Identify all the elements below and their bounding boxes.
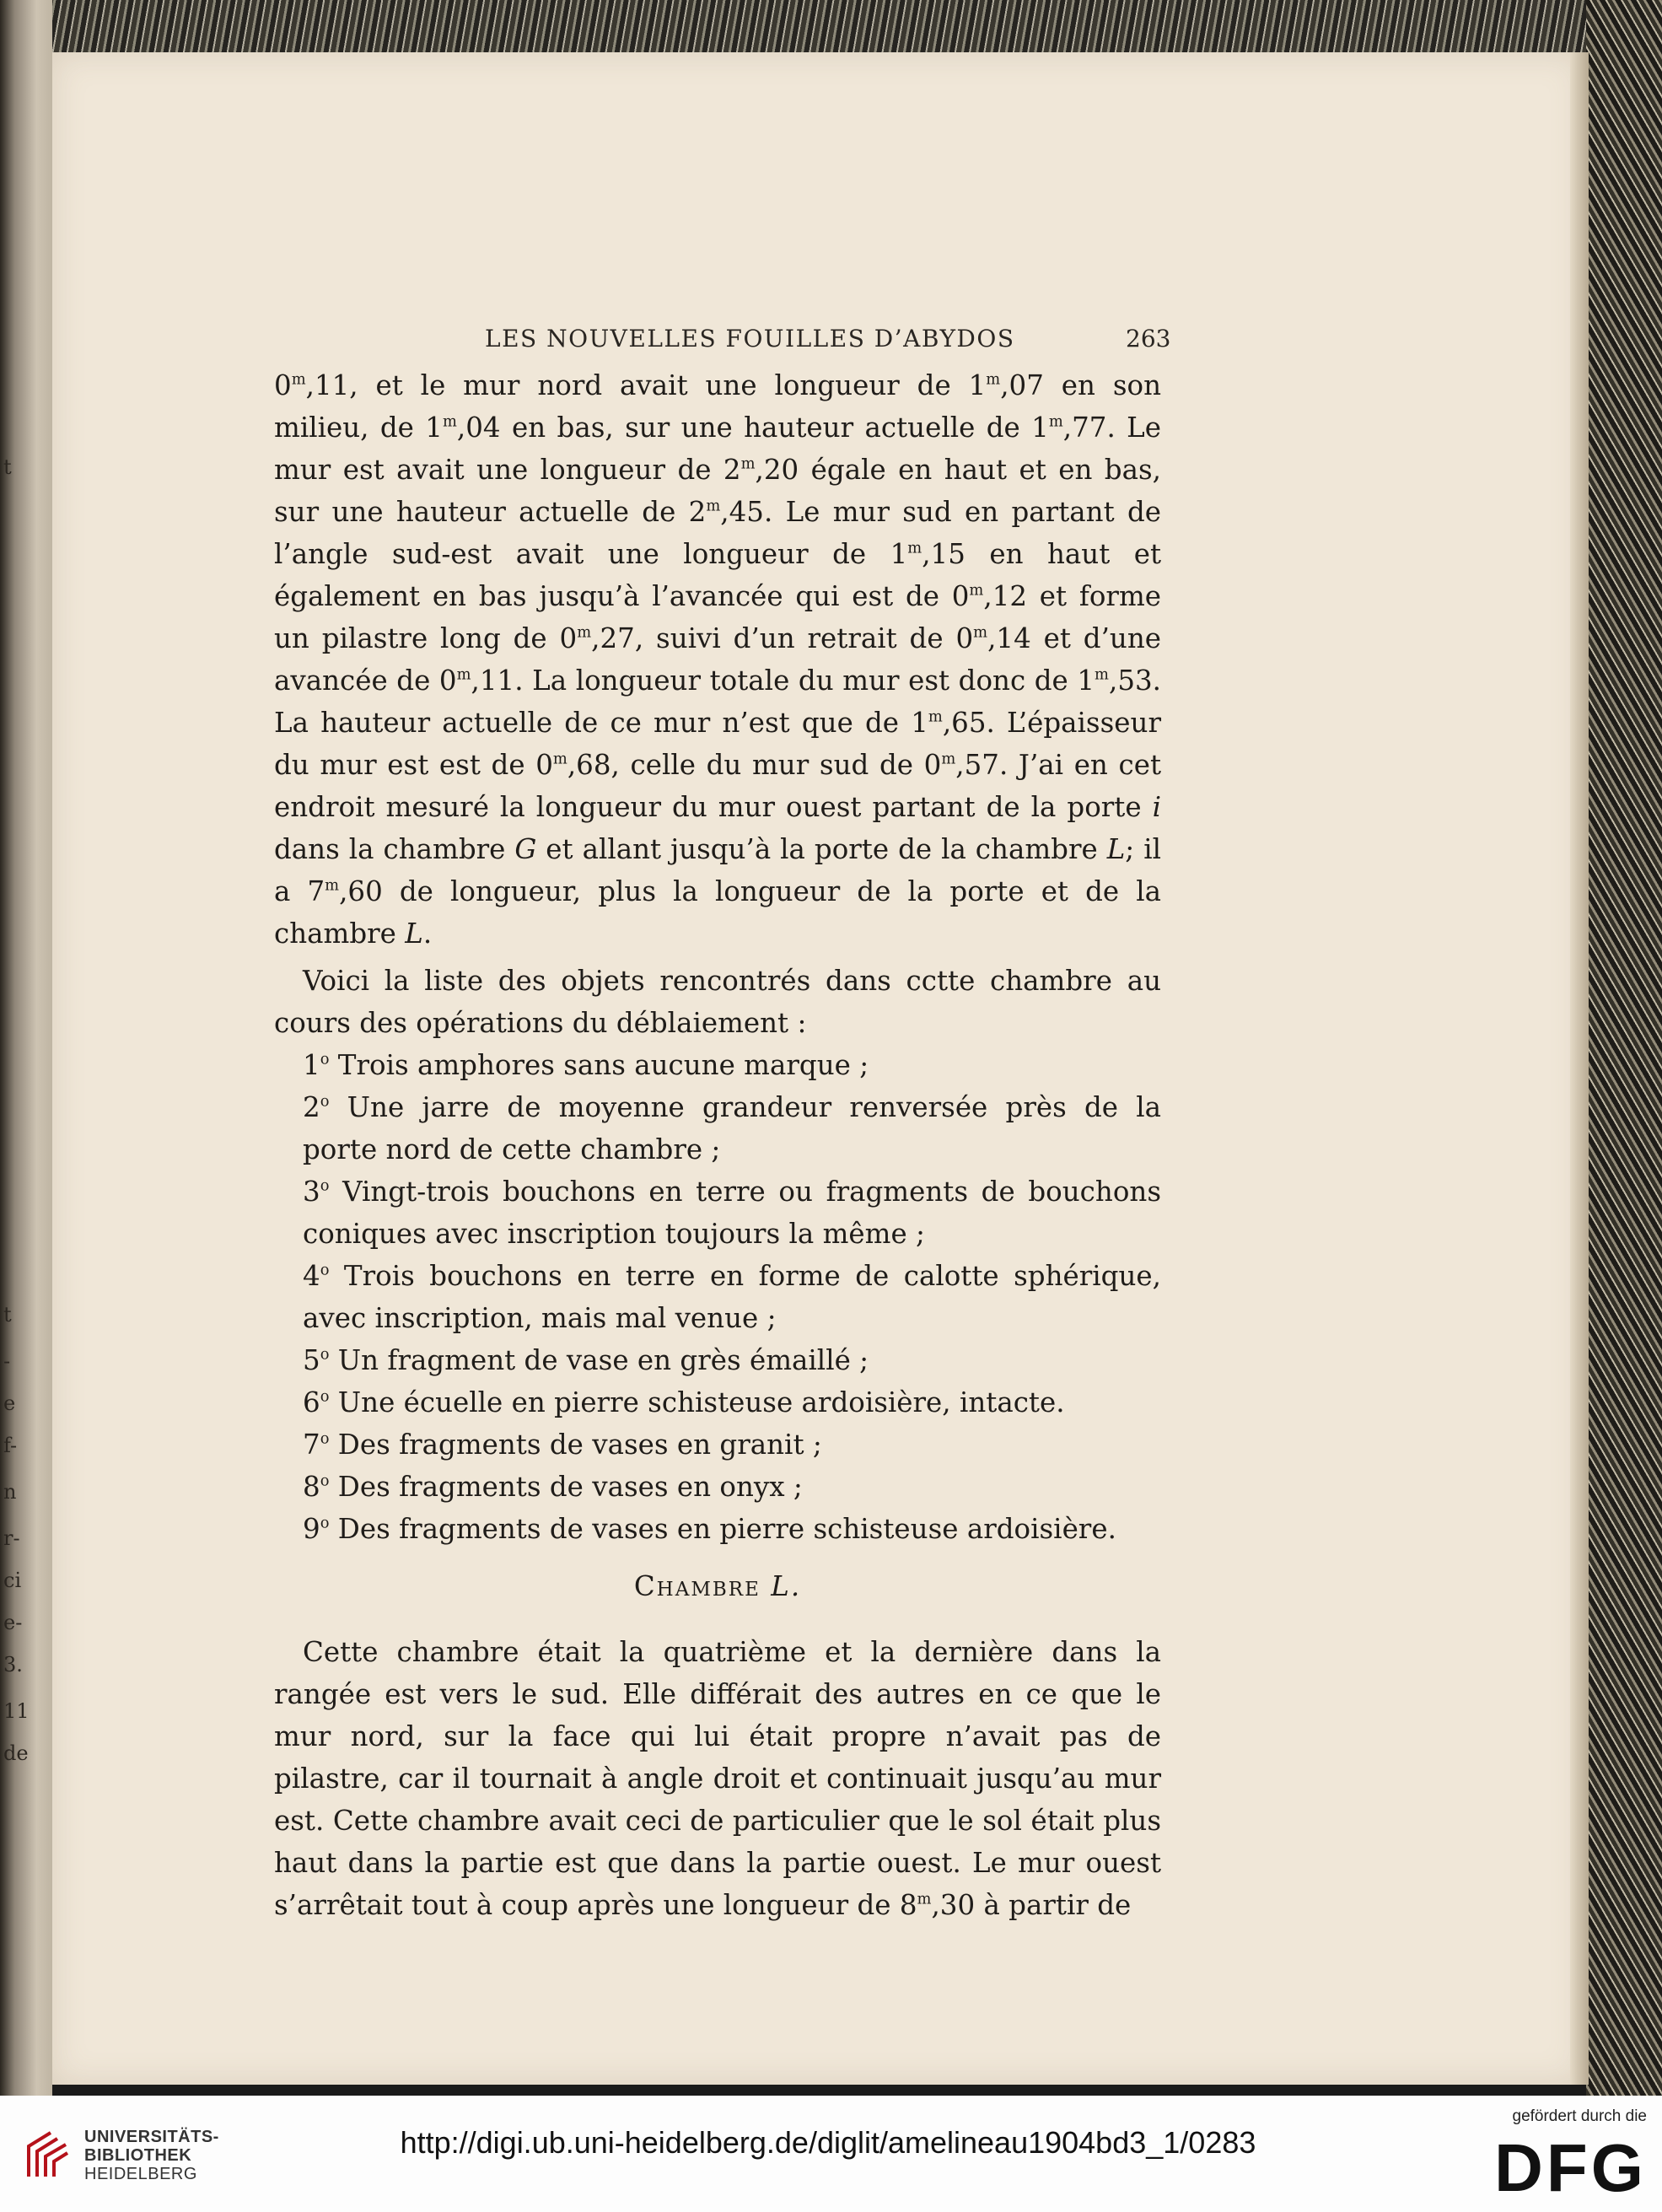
list-item <box>274 1424 1161 1466</box>
ordinal-marker: o <box>320 1050 330 1068</box>
margin-fragment: f- <box>3 1434 18 1457</box>
library-logo-icon <box>25 2129 71 2180</box>
unit-superscript: m <box>941 750 956 768</box>
text-run: ,07 en son milieu, de 1 <box>274 369 1161 444</box>
text-run: Cette chambre était la quatrième et la dernière dans la rangée est vers le sud. Elle différait des autres en ce que le mur nord, sur la face qui lui était propre n’avait pas de pilastre, car il tournait à angle droit et continuait jusqu’au mur est. Cette chambre avait ceci de particulier que le sol était plus haut dans la partie est que dans la partie ouest. Le mur ouest s’arrêtait tout à coup après une longueur de 8 <box>274 1636 1161 1921</box>
page-fore-edge <box>1570 52 1589 2085</box>
running-title: LES NOUVELLES FOUILLES D’ABYDOS <box>485 325 1015 353</box>
list-item <box>274 1086 1161 1171</box>
ordinal-marker: o <box>320 1472 330 1490</box>
ordinal-marker: o <box>320 1429 330 1448</box>
unit-superscript: m <box>907 539 922 557</box>
margin-fragment: e- <box>3 1611 23 1634</box>
unit-superscript: m <box>442 412 457 431</box>
list-number: 4 <box>303 1260 320 1292</box>
list-item <box>274 1255 1161 1339</box>
margin-fragment: de <box>3 1741 29 1765</box>
italic-letter: i <box>1152 791 1161 823</box>
unit-superscript: m <box>986 370 1001 389</box>
unit-superscript: m <box>577 623 592 642</box>
text-run: ,11. La longueur totale du mur est donc de 1 <box>471 665 1095 697</box>
text-run: . <box>422 918 433 950</box>
list-item <box>274 1381 1161 1424</box>
permalink-url[interactable]: http://digi.ub.uni-heidelberg.de/diglit/amelineau1904bd3_1/0283 <box>400 2125 1256 2160</box>
marbled-endpaper-right <box>1586 0 1662 2096</box>
list-number: 7 <box>303 1429 320 1461</box>
list-number: 5 <box>303 1344 320 1376</box>
ordinal-marker: o <box>320 1514 330 1532</box>
unit-superscript: m <box>740 455 756 473</box>
ordinal-marker: o <box>320 1387 330 1406</box>
library-name-line2: BIBLIOTHEK <box>84 2146 192 2165</box>
list-item <box>274 1466 1161 1508</box>
library-name-line3: HEIDELBERG <box>84 2165 197 2183</box>
section-heading-letter: L. <box>771 1570 802 1602</box>
italic-letter: G <box>514 833 537 865</box>
ordinal-marker: o <box>320 1092 330 1111</box>
italic-letter: L <box>1106 833 1126 865</box>
list-number: 8 <box>303 1471 320 1503</box>
unit-superscript: m <box>706 497 721 515</box>
paragraph-3 <box>274 1631 1161 1926</box>
list-number: 1 <box>303 1049 320 1081</box>
page-number: 263 <box>1126 325 1171 353</box>
list-item <box>274 1339 1161 1381</box>
unit-superscript: m <box>291 370 306 389</box>
text-run: ,68, celle du mur sud de 0 <box>567 749 942 781</box>
ordinal-marker: o <box>320 1176 330 1195</box>
text-run: et allant jusqu’à la porte de la chambre <box>536 833 1107 865</box>
margin-fragment: 11 <box>3 1699 30 1723</box>
body-text <box>274 364 1161 1926</box>
margin-fragment: t <box>3 1303 12 1327</box>
text-run: ; il a 7 <box>274 833 1161 907</box>
funded-by-label: gefördert durch die <box>1512 2107 1647 2125</box>
list-text: Des fragments de vases en granit ; <box>329 1429 822 1461</box>
text-run: ,53. La hauteur actuelle de ce mur n’est que de 1 <box>274 665 1162 739</box>
list-number: 2 <box>303 1091 320 1123</box>
text-run: ,04 en bas, sur une hauteur actuelle de 1 <box>456 412 1049 444</box>
finds-list <box>274 1044 1161 1550</box>
unit-superscript: m <box>456 665 471 684</box>
unit-superscript: m <box>969 581 984 600</box>
unit-superscript: m <box>917 1890 932 1908</box>
ordinal-marker: o <box>320 1345 330 1364</box>
list-text: Vingt-trois bouchons en terre ou fragments de bouchons coniques avec inscription toujours la même ; <box>303 1176 1161 1250</box>
list-text: Une jarre de moyenne grandeur renversée près de la porte nord de cette chambre ; <box>303 1091 1161 1165</box>
list-number: 3 <box>303 1176 320 1208</box>
unit-superscript: m <box>1048 412 1063 431</box>
text-run: ,20 égale en haut et en bas, sur une hauteur actuelle de 2 <box>274 454 1161 528</box>
section-heading-word: Chambre <box>633 1570 761 1602</box>
margin-fragment: ci <box>3 1569 22 1592</box>
margin-fragment: n <box>3 1480 17 1504</box>
list-item <box>274 1508 1161 1550</box>
text-run: ,11, et le mur nord avait une longueur de 1 <box>305 369 987 401</box>
list-item <box>274 1171 1161 1255</box>
text-run: ,45. Le mur sud en partant de l’angle sud-est avait une longueur de 1 <box>274 496 1161 570</box>
list-text: Des fragments de vases en onyx ; <box>329 1471 803 1503</box>
list-text: Des fragments de vases en pierre schisteuse ardoisière. <box>329 1513 1116 1545</box>
unit-superscript: m <box>973 623 988 642</box>
library-name-line1: UNIVERSITÄTS- <box>84 2128 219 2146</box>
text-run: ,27, suivi d’un retrait de 0 <box>591 622 974 654</box>
margin-fragment: 3. <box>3 1653 23 1676</box>
section-heading <box>274 1565 1161 1607</box>
list-text: Une écuelle en pierre schisteuse ardoisière, intacte. <box>329 1386 1065 1418</box>
text-run: ,30 à partir de <box>931 1889 1132 1921</box>
margin-fragment: e <box>3 1391 16 1415</box>
footer-bar <box>0 2096 1662 2212</box>
margin-fragment: r- <box>3 1526 20 1550</box>
italic-letter: L <box>405 918 423 950</box>
list-item <box>274 1044 1161 1086</box>
margin-fragment: - <box>3 1349 11 1373</box>
list-text: Un fragment de vase en grès émaillé ; <box>329 1344 869 1376</box>
paragraph-2: Voici la liste des objets rencontrés dans cctte chambre au cours des opérations du déblaiement : <box>274 965 1161 1039</box>
list-number: 9 <box>303 1513 320 1545</box>
text-run: 0 <box>274 369 292 401</box>
text-run: dans la chambre <box>274 833 515 865</box>
unit-superscript: m <box>1095 665 1109 684</box>
text-run: ,12 et forme un pilastre long de 0 <box>274 580 1162 654</box>
ordinal-marker: o <box>320 1261 330 1279</box>
text-run: ,15 en haut et également en bas jusqu’à l’avancée qui est de 0 <box>274 538 1162 612</box>
text-run: ,65. L’épaisseur du mur est est de 0 <box>274 707 1161 781</box>
previous-page-edge <box>0 0 52 2096</box>
list-number: 6 <box>303 1386 320 1418</box>
unit-superscript: m <box>552 750 567 768</box>
text-run: ,57. J’ai en cet endroit mesuré la longueur du mur ouest partant de la porte <box>274 749 1161 823</box>
unit-superscript: m <box>325 876 340 895</box>
text-run: ,77. Le mur est avait une longueur de 2 <box>274 412 1161 486</box>
dfg-logo: DFG <box>1494 2130 1647 2205</box>
text-run: ,60 de longueur, plus la longueur de la porte et de la chambre <box>274 875 1161 950</box>
marbled-endpaper-top <box>34 0 1662 59</box>
margin-fragment: t <box>3 455 12 479</box>
text-run: ,14 et d’une avancée de 0 <box>274 622 1162 697</box>
list-text: Trois amphores sans aucune marque ; <box>329 1049 869 1081</box>
list-text: Trois bouchons en terre en forme de calotte sphérique, avec inscription, mais mal venue ; <box>303 1260 1161 1334</box>
paragraph-1 <box>274 364 1161 955</box>
unit-superscript: m <box>928 708 943 726</box>
